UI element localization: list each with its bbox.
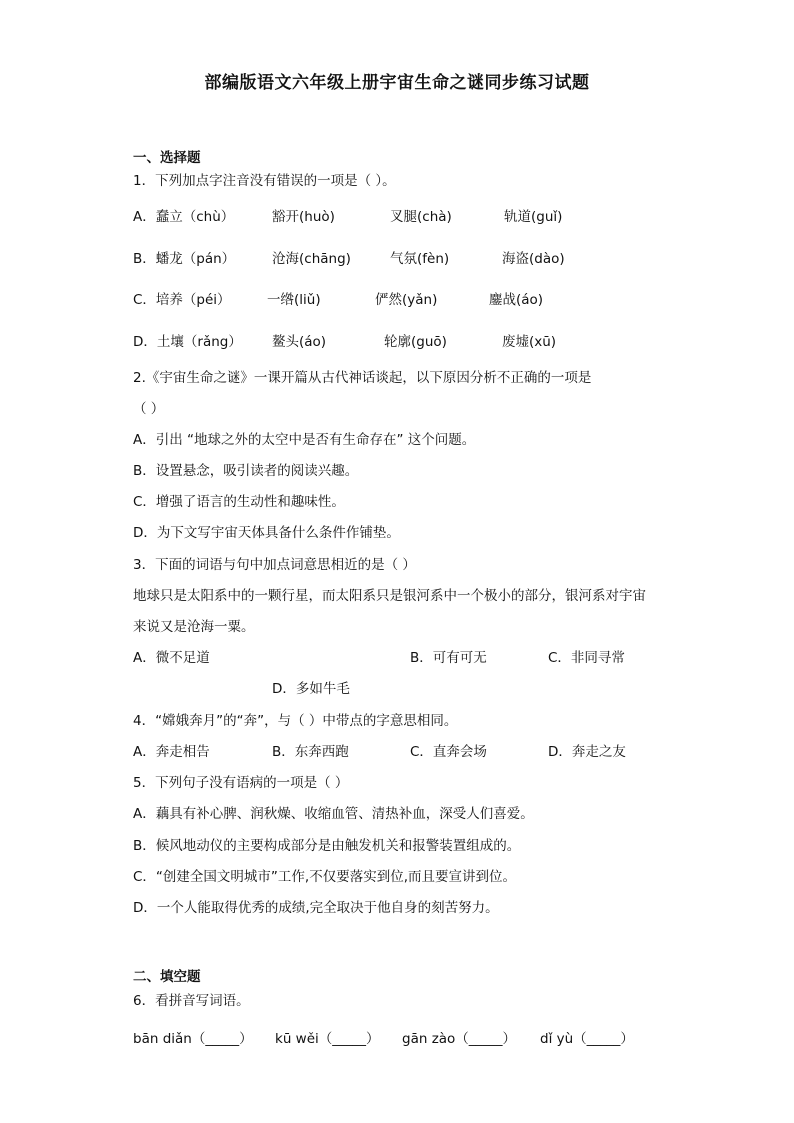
option-text: 沧海(chāng) [272,251,351,267]
question-5-option-d: D．一个人能取得优秀的成绩,完全取决于他自身的刻苦努力。 [133,900,499,916]
question-2-option-d: D．为下文写宇宙天体具备什么条件作铺垫。 [133,525,400,541]
question-5-option-c: C．“创建全国文明城市”工作,不仅要落实到位,而且要宣讲到位。 [133,869,516,885]
pinyin-blank[interactable]: kū wěi（_____） [275,1031,380,1047]
question-4-stem: 4．“嫦娥奔月”的“奔”，与（ ）中带点的字意思相同。 [133,713,458,729]
question-2-answer-paren: （ ） [133,401,165,417]
option-text: A．微不足道 [133,650,210,666]
question-2-option-b: B．设置悬念，吸引读者的阅读兴趣。 [133,463,359,479]
page-title: 部编版语文六年级上册宇宙生命之谜同步练习试题 [204,73,590,93]
option-text: D．多如牛毛 [272,681,350,697]
question-3-sentence-line-2: 来说又是沧海一粟。 [133,619,255,635]
option-text: 轨道(guǐ) [504,209,563,225]
option-text: D．土壤（rǎng） [133,334,242,350]
option-text: B．蟠龙（pán） [133,251,236,267]
section-heading-choice: 一、选择题 [133,150,201,166]
option-text: 废墟(xū) [502,334,557,350]
option-text: A．奔走相告 [133,744,210,760]
pinyin-blank[interactable]: dǐ yù（_____） [540,1031,634,1047]
option-text: 轮廓(guō) [384,334,447,350]
pinyin-blank[interactable]: gān zào（_____） [402,1031,517,1047]
option-text: C．直奔会场 [410,744,487,760]
question-3-sentence-line-1: 地球只是太阳系中的一颗行星，而太阳系只是银河系中一个极小的部分，银河系对宇宙 [133,588,646,604]
section-heading-fill: 二、填空题 [133,969,201,985]
option-text: C．培养（péi） [133,292,231,308]
option-text: 叉腿(chà) [390,209,452,225]
option-text: 海盗(dào) [502,251,565,267]
option-text: C．非同寻常 [548,650,625,666]
option-text: 豁开(huò) [272,209,335,225]
question-2-stem: 2.《宇宙生命之谜》一课开篇从古代神话谈起，以下原因分析不正确的一项是 [133,370,592,386]
option-text: 鏖战(áo) [489,292,544,308]
question-2-option-a: A．引出 “地球之外的太空中是否有生命存在” 这个问题。 [133,432,476,448]
option-text: 气氛(fèn) [390,251,450,267]
option-text: 鳌头(áo) [272,334,327,350]
option-text: B．可有可无 [410,650,487,666]
option-text: 一绺(liǔ) [267,292,321,308]
pinyin-blank[interactable]: bān diǎn（_____） [133,1031,253,1047]
option-text: A．蠢立（chù） [133,209,235,225]
question-5-option-b: B．候风地动仪的主要构成部分是由触发机关和报警装置组成的。 [133,838,521,854]
question-3-stem: 3．下面的词语与句中加点词意思相近的是（ ） [133,557,416,573]
question-6-stem: 6．看拼音写词语。 [133,993,250,1009]
question-2-option-c: C．增强了语言的生动性和趣味性。 [133,494,345,510]
option-text: D．奔走之友 [548,744,626,760]
question-5-option-a: A．藕具有补心脾、润秋燥、收缩血管、清热补血，深受人们喜爱。 [133,806,534,822]
question-5-stem: 5．下列句子没有语病的一项是（ ） [133,775,349,791]
option-text: 俨然(yǎn) [375,292,438,308]
option-text: B．东奔西跑 [272,744,349,760]
question-1-stem: 1．下列加点字注音没有错误的一项是（ ）。 [133,173,396,189]
